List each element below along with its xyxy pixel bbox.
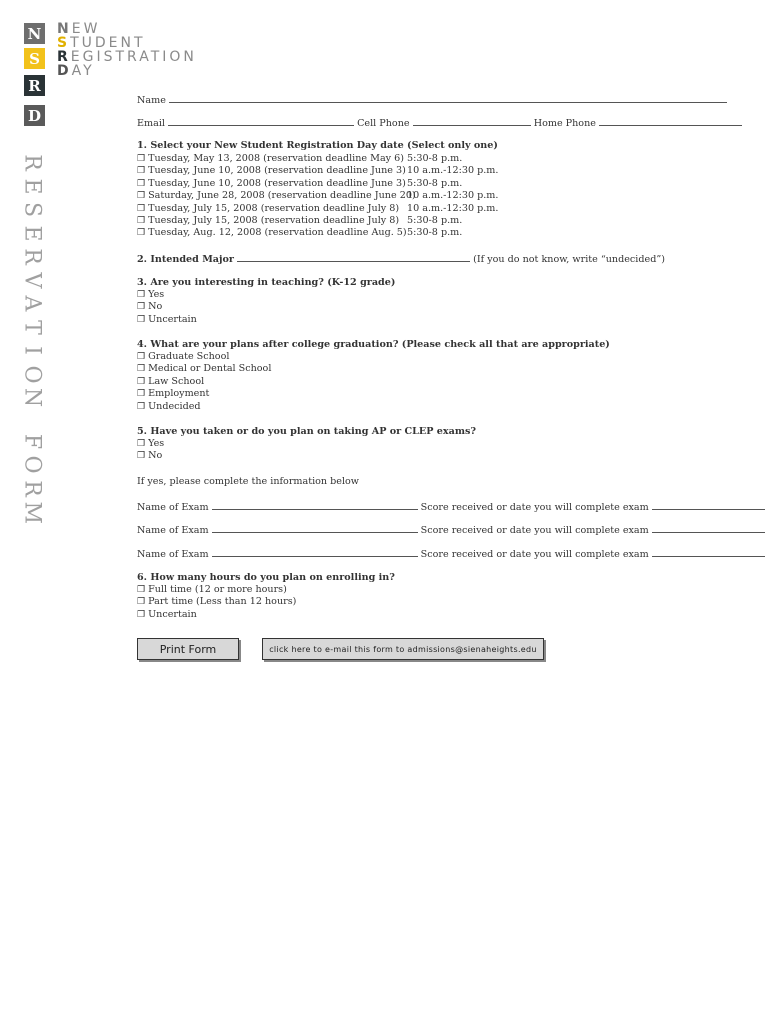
intended-major-field[interactable] <box>237 252 470 262</box>
q4-option <box>137 388 209 400</box>
q1-option <box>137 165 406 177</box>
vertical-title-letter: N <box>19 387 45 408</box>
q4-option <box>137 376 204 388</box>
home-phone-field[interactable] <box>599 116 742 126</box>
q5-title: 5. Have you taken or do you plan on taking AP or CLEP exams? <box>137 426 476 437</box>
option-label: Undecided <box>148 400 201 412</box>
q1-option <box>137 215 399 227</box>
q2-note: (If you do not know, write “undecided”) <box>473 254 665 265</box>
checkbox-icon[interactable]: ❒ <box>137 290 146 300</box>
option-time: 10 a.m.-12:30 p.m. <box>407 165 499 177</box>
exam-name-label: Name of Exam <box>137 549 209 560</box>
exam-row <box>137 523 765 537</box>
option-label: Uncertain <box>148 608 197 620</box>
q3-title: 3. Are you interesting in teaching? (K-12 grade) <box>137 277 396 288</box>
vertical-title-letter: E <box>19 224 45 242</box>
q6-option <box>137 609 197 621</box>
logo-block-r: R <box>24 75 45 96</box>
name-label: Name <box>137 95 166 106</box>
option-label: No <box>148 301 163 313</box>
checkbox-icon[interactable]: ❒ <box>137 216 146 226</box>
q5-note: If yes, please complete the information below <box>137 476 360 487</box>
checkbox-icon[interactable]: ❒ <box>137 439 146 449</box>
reservation-form-vertical-title <box>14 150 50 560</box>
logo-title-new: NEW <box>57 21 101 37</box>
option-time: 10 a.m.-12:30 p.m. <box>407 190 499 202</box>
option-time: 10 a.m.-12:30 p.m. <box>407 202 499 214</box>
exam-score-field[interactable] <box>652 500 765 510</box>
checkbox-icon[interactable]: ❒ <box>137 401 146 412</box>
email-field[interactable] <box>168 116 354 126</box>
q4-option <box>137 363 271 375</box>
cell-phone-label: Cell Phone <box>357 118 410 129</box>
option-label: Tuesday, Aug. 12, 2008 (reservation deadline Aug. 5) <box>148 227 407 239</box>
option-label: Law School <box>148 375 205 387</box>
option-label: Yes <box>148 438 165 449</box>
q4-option <box>137 351 229 363</box>
exam-score-field[interactable] <box>652 523 765 533</box>
option-label: Saturday, June 28, 2008 (reservation deadline June 20) <box>148 190 416 202</box>
logo-title-registration: REGISTRATION <box>57 49 197 65</box>
option-label: Yes <box>148 289 165 300</box>
email-label: Email <box>137 118 165 129</box>
q6-title: 6. How many hours do you plan on enrolling in? <box>137 572 395 583</box>
q3-option <box>137 289 164 301</box>
checkbox-icon[interactable]: ❒ <box>137 178 146 189</box>
checkbox-icon[interactable]: ❒ <box>137 451 146 462</box>
option-label: Tuesday, June 10, 2008 (reservation deadline June 3) <box>148 177 406 189</box>
checkbox-icon[interactable]: ❒ <box>137 154 146 164</box>
vertical-title-letter: F <box>19 433 45 449</box>
name-field[interactable] <box>169 93 727 103</box>
logo-block-s: S <box>24 48 45 69</box>
name-row <box>137 93 727 107</box>
option-label: Tuesday, June 10, 2008 (reservation deadline June 3) <box>148 165 406 177</box>
logo-title-student: STUDENT <box>57 35 146 51</box>
q4-option <box>137 401 201 413</box>
checkbox-icon[interactable]: ❒ <box>137 302 146 313</box>
q2-title: 2. Intended Major <box>137 254 234 265</box>
contact-row <box>137 116 742 130</box>
option-time: 5:30-8 p.m. <box>407 177 463 189</box>
checkbox-icon[interactable]: ❒ <box>137 609 146 620</box>
q4-title: 4. What are your plans after college graduation? (Please check all that are appropriate) <box>137 339 610 350</box>
q3-option <box>137 301 162 313</box>
checkbox-icon[interactable]: ❒ <box>137 203 146 214</box>
vertical-title-letter: V <box>19 272 45 288</box>
checkbox-icon[interactable]: ❒ <box>137 166 146 177</box>
checkbox-icon[interactable]: ❒ <box>137 228 146 239</box>
email-form-button[interactable]: click here to e-mail this form to admissions@sienaheights.edu <box>262 638 544 660</box>
cell-phone-field[interactable] <box>413 116 531 126</box>
checkbox-icon[interactable]: ❒ <box>137 597 146 608</box>
checkbox-icon[interactable]: ❒ <box>137 364 146 375</box>
q6-option <box>137 596 296 608</box>
vertical-title-letter: M <box>19 501 45 525</box>
exam-name-label: Name of Exam <box>137 502 209 513</box>
q1-option <box>137 190 416 202</box>
vertical-title-letter: R <box>19 479 45 497</box>
option-label: Medical or Dental School <box>148 363 272 375</box>
vertical-title-letter: R <box>19 154 45 171</box>
checkbox-icon[interactable]: ❒ <box>137 585 146 595</box>
option-label: Graduate School <box>148 351 230 362</box>
exam-score-label: Score received or date you will complete exam <box>420 525 649 536</box>
checkbox-icon[interactable]: ❒ <box>137 314 146 325</box>
vertical-title-letter: O <box>19 455 45 474</box>
option-label: Uncertain <box>148 313 197 325</box>
q1-option <box>137 178 406 190</box>
q5-option <box>137 450 162 462</box>
logo-title-day: DAY <box>57 63 95 79</box>
q1-option <box>137 203 399 215</box>
home-phone-label: Home Phone <box>533 118 596 129</box>
checkbox-icon[interactable]: ❒ <box>137 191 146 202</box>
q1-title: 1. Select your New Student Registration Day date (Select only one) <box>137 140 498 151</box>
vertical-title-letter: I <box>19 346 45 355</box>
q2-row <box>137 252 665 266</box>
exam-name-field[interactable] <box>212 500 418 510</box>
logo-block-d: D <box>24 105 45 126</box>
exam-name-field[interactable] <box>212 547 418 557</box>
option-label: Employment <box>148 388 210 400</box>
print-form-button[interactable]: Print Form <box>137 638 239 660</box>
q1-option <box>137 153 404 165</box>
checkbox-icon[interactable]: ❒ <box>137 376 146 387</box>
q3-option <box>137 314 197 326</box>
exam-score-field[interactable] <box>652 547 765 557</box>
exam-row <box>137 500 765 514</box>
exam-score-label: Score received or date you will complete exam <box>420 502 649 513</box>
option-time: 5:30-8 p.m. <box>407 153 463 164</box>
vertical-title-letter: A <box>19 295 45 312</box>
exam-name-label: Name of Exam <box>137 525 209 536</box>
option-label: No <box>148 450 163 462</box>
option-time: 5:30-8 p.m. <box>407 227 463 239</box>
logo-block-n: N <box>24 23 45 44</box>
option-label: Tuesday, July 15, 2008 (reservation deadline July 8) <box>148 215 400 226</box>
option-label: Full time (12 or more hours) <box>148 584 287 595</box>
vertical-title-letter: S <box>19 201 45 218</box>
checkbox-icon[interactable]: ❒ <box>137 352 146 362</box>
exam-row <box>137 547 765 561</box>
q1-option <box>137 227 407 239</box>
exam-score-label: Score received or date you will complete exam <box>420 549 649 560</box>
vertical-title-letter: R <box>19 248 45 265</box>
q6-option <box>137 584 287 596</box>
vertical-title-letter: O <box>19 364 45 384</box>
option-label: Tuesday, July 15, 2008 (reservation deadline July 8) <box>148 202 400 214</box>
vertical-title-letter: E <box>19 177 45 195</box>
exam-name-field[interactable] <box>212 523 418 533</box>
option-time: 5:30-8 p.m. <box>407 215 463 226</box>
vertical-title-letter: T <box>19 319 45 335</box>
q5-option <box>137 438 164 450</box>
option-label: Part time (Less than 12 hours) <box>148 596 297 608</box>
option-label: Tuesday, May 13, 2008 (reservation deadline May 6) <box>148 153 404 164</box>
checkbox-icon[interactable]: ❒ <box>137 389 146 400</box>
